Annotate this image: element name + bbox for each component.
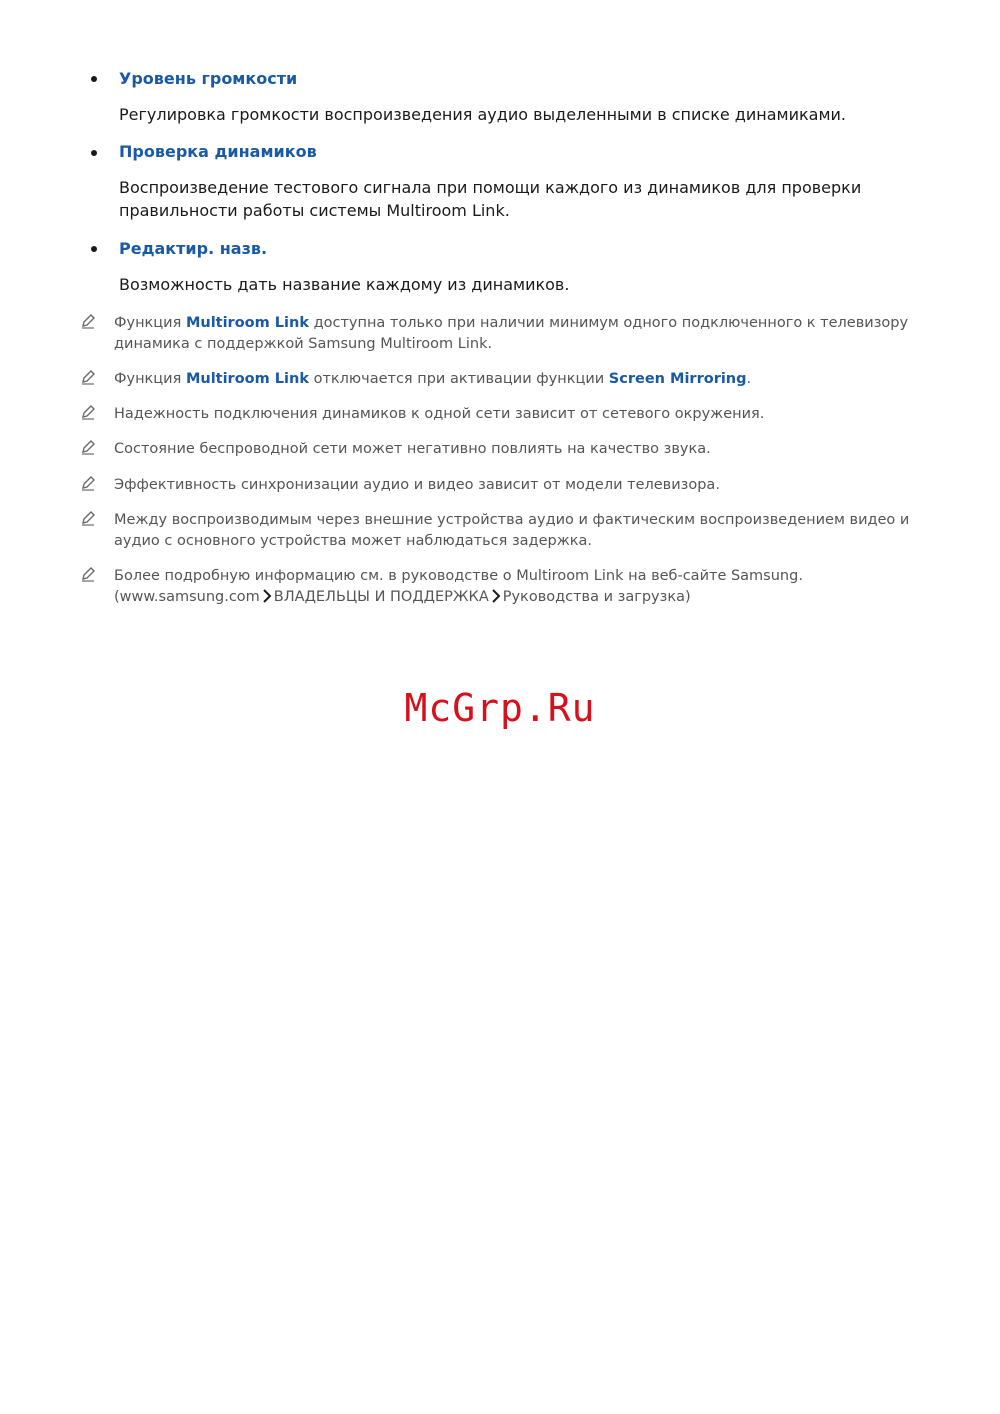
note-screen-mirroring xyxy=(114,369,944,390)
pencil-icon xyxy=(80,510,96,526)
note-emphasis: Multiroom Link xyxy=(185,315,309,331)
bullet-desc-volume: Регулировка громкости воспроизведения аудио выделенными в списке динамиками. xyxy=(119,105,847,124)
note-wireless-quality: Состояние беспроводной сети может негативно повлиять на качество звука. xyxy=(114,441,711,457)
note-text: отключается при активации функции xyxy=(308,371,609,387)
bullet-desc-speaker-test: Воспроизведение тестового сигнала при помощи каждого из динамиков для проверки правильности работы системы Multiroom Link. xyxy=(119,178,862,220)
bullet-title-volume: Уровень громкости xyxy=(119,69,298,88)
note-multiroom-availability xyxy=(114,313,944,355)
bullet-title-speaker-test: Проверка динамиков xyxy=(119,142,317,161)
note-text: . xyxy=(746,371,752,387)
watermark: McGrp.Ru xyxy=(404,686,596,730)
pencil-icon xyxy=(80,313,96,329)
bullet-desc-rename: Возможность дать название каждому из динамиков. xyxy=(119,275,570,294)
note-network-reliability: Надежность подключения динамиков к одной сети зависит от сетевого окружения. xyxy=(114,406,765,422)
chevron-right-icon xyxy=(491,589,501,603)
note-text: Функция xyxy=(114,371,186,387)
note-more-info xyxy=(114,566,944,608)
bullet-title-rename: Редактир. назв. xyxy=(119,239,268,258)
note-emphasis: Multiroom Link xyxy=(185,371,309,387)
note-text: Функция xyxy=(114,315,186,331)
bullet-dot xyxy=(91,246,97,252)
note-emphasis: Screen Mirroring xyxy=(608,371,747,387)
note-delay: Между воспроизводимым через внешние устройства аудио и фактическим воспроизведением видео и аудио с основного устройства может наблюдаться задержка. xyxy=(114,512,910,549)
bullet-dot xyxy=(91,150,97,156)
pencil-icon xyxy=(80,566,96,582)
note-av-sync: Эффективность синхронизации аудио и видео зависит от модели телевизора. xyxy=(114,477,720,493)
pencil-icon xyxy=(80,439,96,455)
pencil-icon xyxy=(80,475,96,491)
note-text: Руководства и загрузка) xyxy=(502,589,691,605)
note-text: доступна только при наличии минимум одного подключенного к телевизору динамика с поддержкой Samsung Multiroom Link. xyxy=(114,315,909,352)
pencil-icon xyxy=(80,404,96,420)
pencil-icon xyxy=(80,369,96,385)
bullet-dot xyxy=(91,76,97,82)
chevron-right-icon xyxy=(262,589,272,603)
note-text: ВЛАДЕЛЬЦЫ И ПОДДЕРЖКА xyxy=(273,589,489,605)
note-text: Более подробную информацию см. в руководстве о Multiroom Link на веб-сайте Samsung. (www.samsung.com xyxy=(114,568,803,605)
